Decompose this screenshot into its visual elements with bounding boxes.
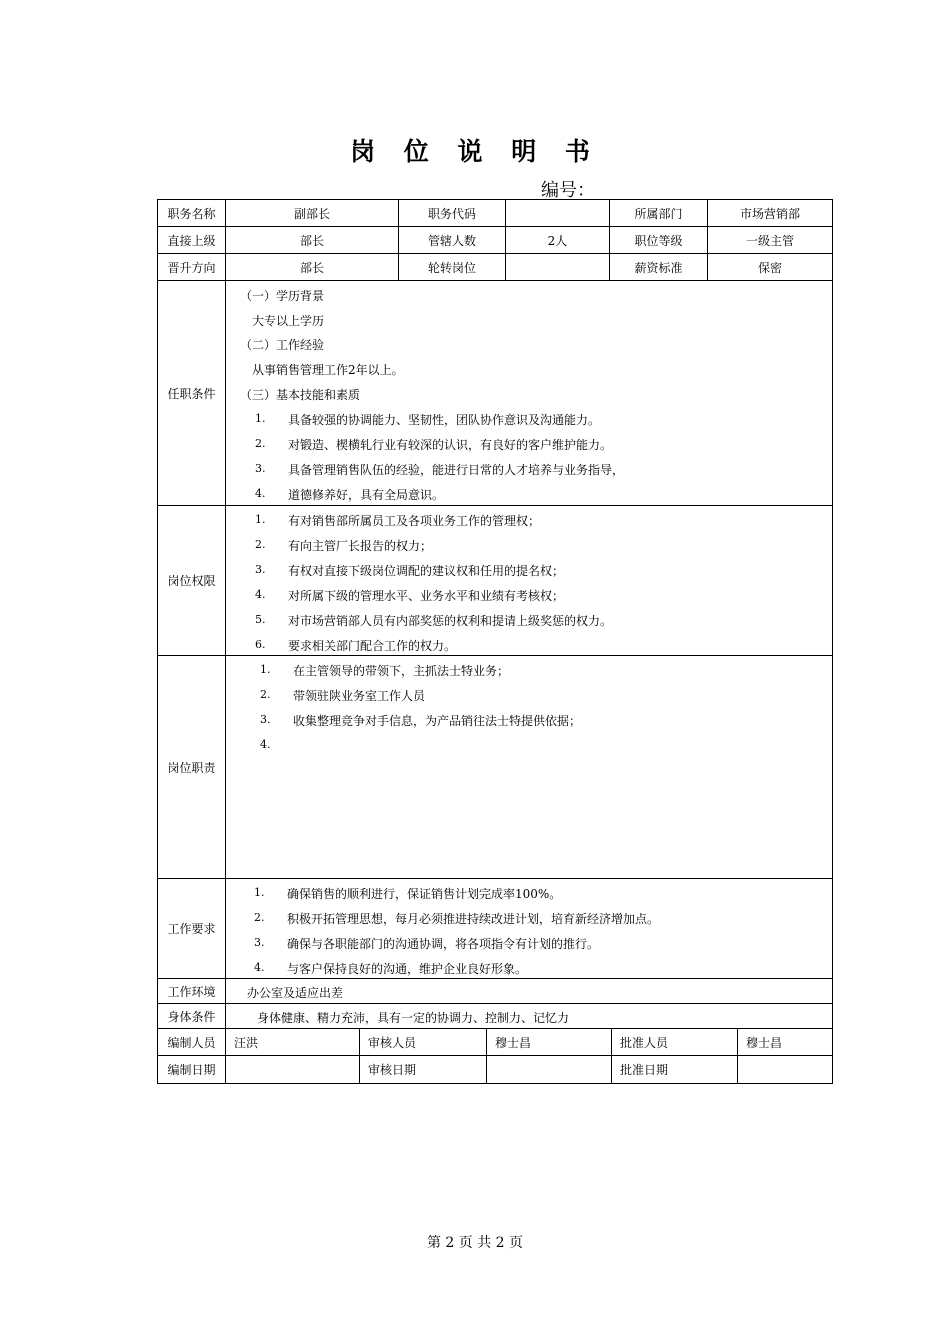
authority-text: 有对销售部所属员工及各项业务工作的管理权；: [288, 514, 541, 528]
requirements-label: 工作要求: [167, 922, 216, 936]
label-promotion: 晋升方向: [167, 260, 216, 275]
environment-label: 工作环境: [167, 984, 216, 999]
table-row-dates: [157, 1055, 833, 1084]
authority-number: 6.: [255, 638, 266, 651]
education-heading: （一）学历背景: [240, 289, 325, 303]
authority-text: 对市场营销部人员有内部奖惩的权利和提请上级奖惩的权力。: [288, 614, 613, 628]
requirement-number: 4.: [254, 961, 265, 974]
authority-text: 有向主管厂长报告的权力；: [288, 539, 433, 553]
authority-number: 1.: [255, 513, 266, 526]
section-authority: [157, 505, 833, 655]
requirement-number: 1.: [254, 886, 265, 899]
value-position-name: 副部长: [225, 200, 398, 226]
serial-number-label: 编号：: [541, 180, 595, 201]
label-review-date: 审核日期: [359, 1056, 486, 1083]
label-approve-date: 批准日期: [611, 1056, 737, 1083]
value-prepare-date: [225, 1056, 359, 1083]
value-review-date: [486, 1056, 611, 1083]
skill-text: 对锻造、楔横轧行业有较深的认识，有良好的客户维护能力。: [288, 438, 613, 452]
physical-value: 身体健康、精力充沛，具有一定的协调力、控制力、记忆力: [257, 1011, 570, 1025]
label-approver: 批准人员: [611, 1029, 737, 1055]
document-title: 岗 位 说 明 书: [350, 137, 600, 166]
label-direct-superior: 直接上级: [167, 233, 216, 248]
value-direct-superior: 部长: [225, 227, 398, 253]
requirement-number: 3.: [254, 936, 265, 949]
section-duties: [157, 655, 833, 878]
duty-number: 3.: [260, 713, 271, 726]
duty-number: 1.: [260, 663, 271, 676]
requirement-text: 确保与各职能部门的沟通协调，将各项指令有计划的推行。: [287, 937, 600, 951]
duty-text: 带领驻陕业务室工作人员: [293, 689, 426, 703]
label-salary: 薪资标准: [609, 254, 707, 280]
skill-number: 4.: [255, 487, 266, 500]
environment-value: 办公室及适应出差: [247, 986, 344, 1000]
authority-number: 2.: [255, 538, 266, 551]
table-row-superior: [157, 226, 833, 253]
authority-text: 对所属下级的管理水平、业务水平和业绩有考核权；: [288, 589, 565, 603]
requirement-text: 与客户保持良好的沟通，维护企业良好形象。: [287, 962, 528, 976]
skill-text: 道德修养好，具有全局意识。: [288, 488, 445, 502]
page-footer: 第 2 页 共 2 页: [426, 1235, 524, 1251]
section-requirements: [157, 878, 833, 978]
authority-number: 4.: [255, 588, 266, 601]
label-position-code: 职务代码: [398, 200, 505, 226]
skill-number: 3.: [255, 462, 266, 475]
label-prepare-date: 编制日期: [167, 1063, 216, 1077]
skill-number: 1.: [255, 412, 266, 425]
requirement-text: 积极开拓管理思想，每月必须推进持续改进计划，培育新经济增加点。: [287, 912, 660, 926]
duty-number: 2.: [260, 688, 271, 701]
label-grade: 职位等级: [609, 227, 707, 253]
requirement-number: 2.: [254, 911, 265, 924]
value-approve-date: [737, 1056, 832, 1083]
label-position-name: 职务名称: [167, 206, 216, 221]
section-qualification: [157, 280, 833, 505]
table-row-promotion: [157, 253, 833, 280]
label-rotation: 轮转岗位: [398, 254, 505, 280]
skills-heading: （三）基本技能和素质: [240, 388, 361, 402]
value-promotion: 部长: [225, 254, 398, 280]
section-physical: [157, 1003, 833, 1028]
education-text: 大专以上学历: [252, 314, 325, 328]
qualification-label: 任职条件: [167, 386, 216, 401]
label-subordinates: 管辖人数: [398, 227, 505, 253]
physical-label: 身体条件: [167, 1009, 216, 1024]
requirement-text: 确保销售的顺利进行，保证销售计划完成率100%。: [287, 887, 562, 901]
skill-text: 具备较强的协调能力、坚韧性，团队协作意识及沟通能力。: [288, 413, 601, 427]
authority-label: 岗位权限: [167, 574, 216, 588]
experience-text: 从事销售管理工作2年以上。: [252, 363, 404, 377]
value-approver: 穆士昌: [737, 1029, 832, 1055]
value-preparer: 汪洪: [225, 1029, 359, 1055]
value-subordinates: 2人: [505, 227, 609, 253]
value-salary: 保密: [707, 254, 832, 280]
table-row-preparer: [157, 1028, 833, 1055]
label-preparer: 编制人员: [167, 1035, 216, 1050]
authority-text: 有权对直接下级岗位调配的建议权和任用的提名权；: [288, 564, 565, 578]
duty-text: 在主管领导的带领下，主抓法士特业务；: [293, 664, 510, 678]
authority-number: 5.: [255, 613, 266, 626]
authority-text: 要求相关部门配合工作的权力。: [288, 639, 457, 653]
label-reviewer: 审核人员: [359, 1029, 486, 1055]
value-position-code: [505, 200, 609, 226]
duties-label: 岗位职责: [167, 760, 216, 775]
duty-text: 收集整理竞争对手信息，为产品销往法士特提供依据；: [293, 714, 582, 728]
authority-number: 3.: [255, 563, 266, 576]
value-reviewer: 穆士昌: [486, 1029, 611, 1055]
value-department: 市场营销部: [707, 200, 832, 226]
value-grade: 一级主管: [707, 227, 832, 253]
section-environment: [157, 978, 833, 1003]
value-rotation: [505, 254, 609, 280]
duty-number: 4.: [260, 738, 271, 751]
skill-number: 2.: [255, 437, 266, 450]
skill-text: 具备管理销售队伍的经验，能进行日常的人才培养与业务指导，: [288, 463, 625, 477]
label-department: 所属部门: [609, 200, 707, 226]
table-row-position: [157, 199, 833, 226]
experience-heading: （二）工作经验: [240, 338, 325, 352]
